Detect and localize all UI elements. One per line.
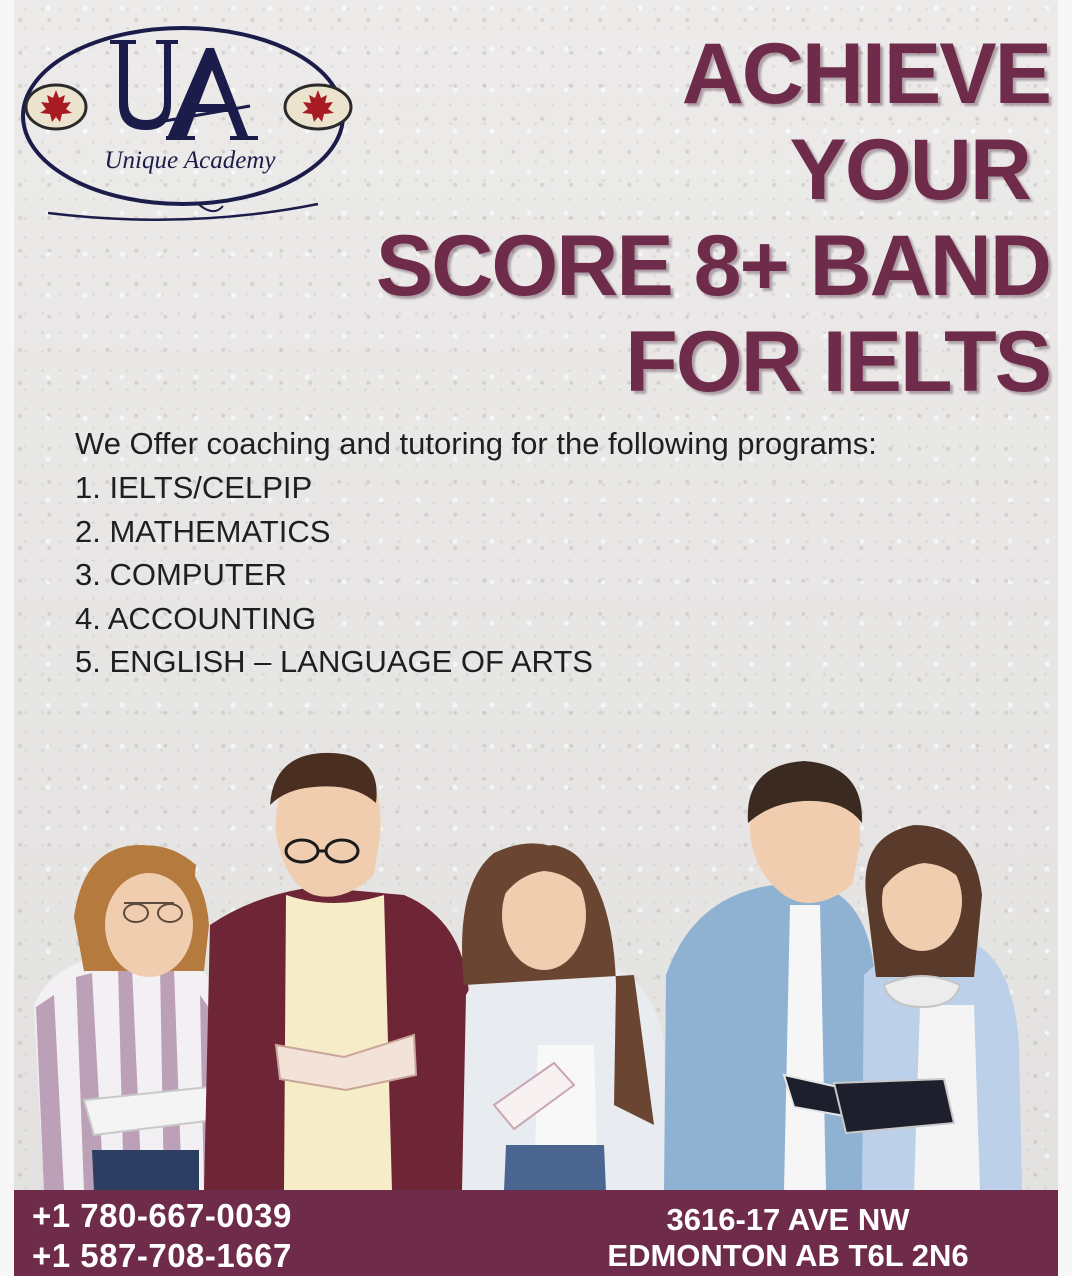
headline	[350, 26, 1050, 410]
phone-numbers	[32, 1196, 292, 1276]
program-item: 3. COMPUTER	[75, 557, 287, 592]
programs-list	[75, 466, 877, 684]
academy-logo	[18, 18, 358, 228]
headline-line-4: FOR IELTS	[625, 314, 1050, 410]
headline-line-1: ACHIEVE	[681, 26, 1050, 122]
headline-line-3: SCORE 8+ BAND	[375, 218, 1050, 314]
programs-intro: We Offer coaching and tutoring for the following programs:	[75, 426, 877, 461]
contact-footer	[14, 1190, 1058, 1276]
program-item: 5. ENGLISH – LANGUAGE OF ARTS	[75, 644, 593, 679]
programs-section	[75, 422, 877, 684]
address-line-2: EDMONTON AB T6L 2N6	[607, 1238, 969, 1273]
maple-leaf-icon	[285, 85, 351, 129]
program-item: 4. ACCOUNTING	[75, 600, 317, 636]
maple-leaf-icon	[26, 85, 86, 129]
ua-monogram	[110, 40, 258, 140]
address	[578, 1202, 998, 1274]
address-line-1: 3616-17 AVE NW	[666, 1202, 910, 1237]
headline-line-2: YOUR	[789, 122, 1030, 218]
phone-number-2[interactable]: +1 587-708-1667	[32, 1237, 292, 1274]
phone-number-1[interactable]: +1 780-667-0039	[32, 1197, 292, 1234]
student-figure	[462, 843, 666, 1191]
student-figure	[204, 753, 469, 1191]
left-border	[0, 0, 14, 1276]
students-photo	[14, 745, 1058, 1191]
program-item: 2. MATHEMATICS	[75, 513, 331, 549]
program-item: 1. IELTS/CELPIP	[75, 470, 313, 505]
logo-name: Unique Academy	[104, 147, 276, 174]
right-border	[1058, 0, 1072, 1276]
